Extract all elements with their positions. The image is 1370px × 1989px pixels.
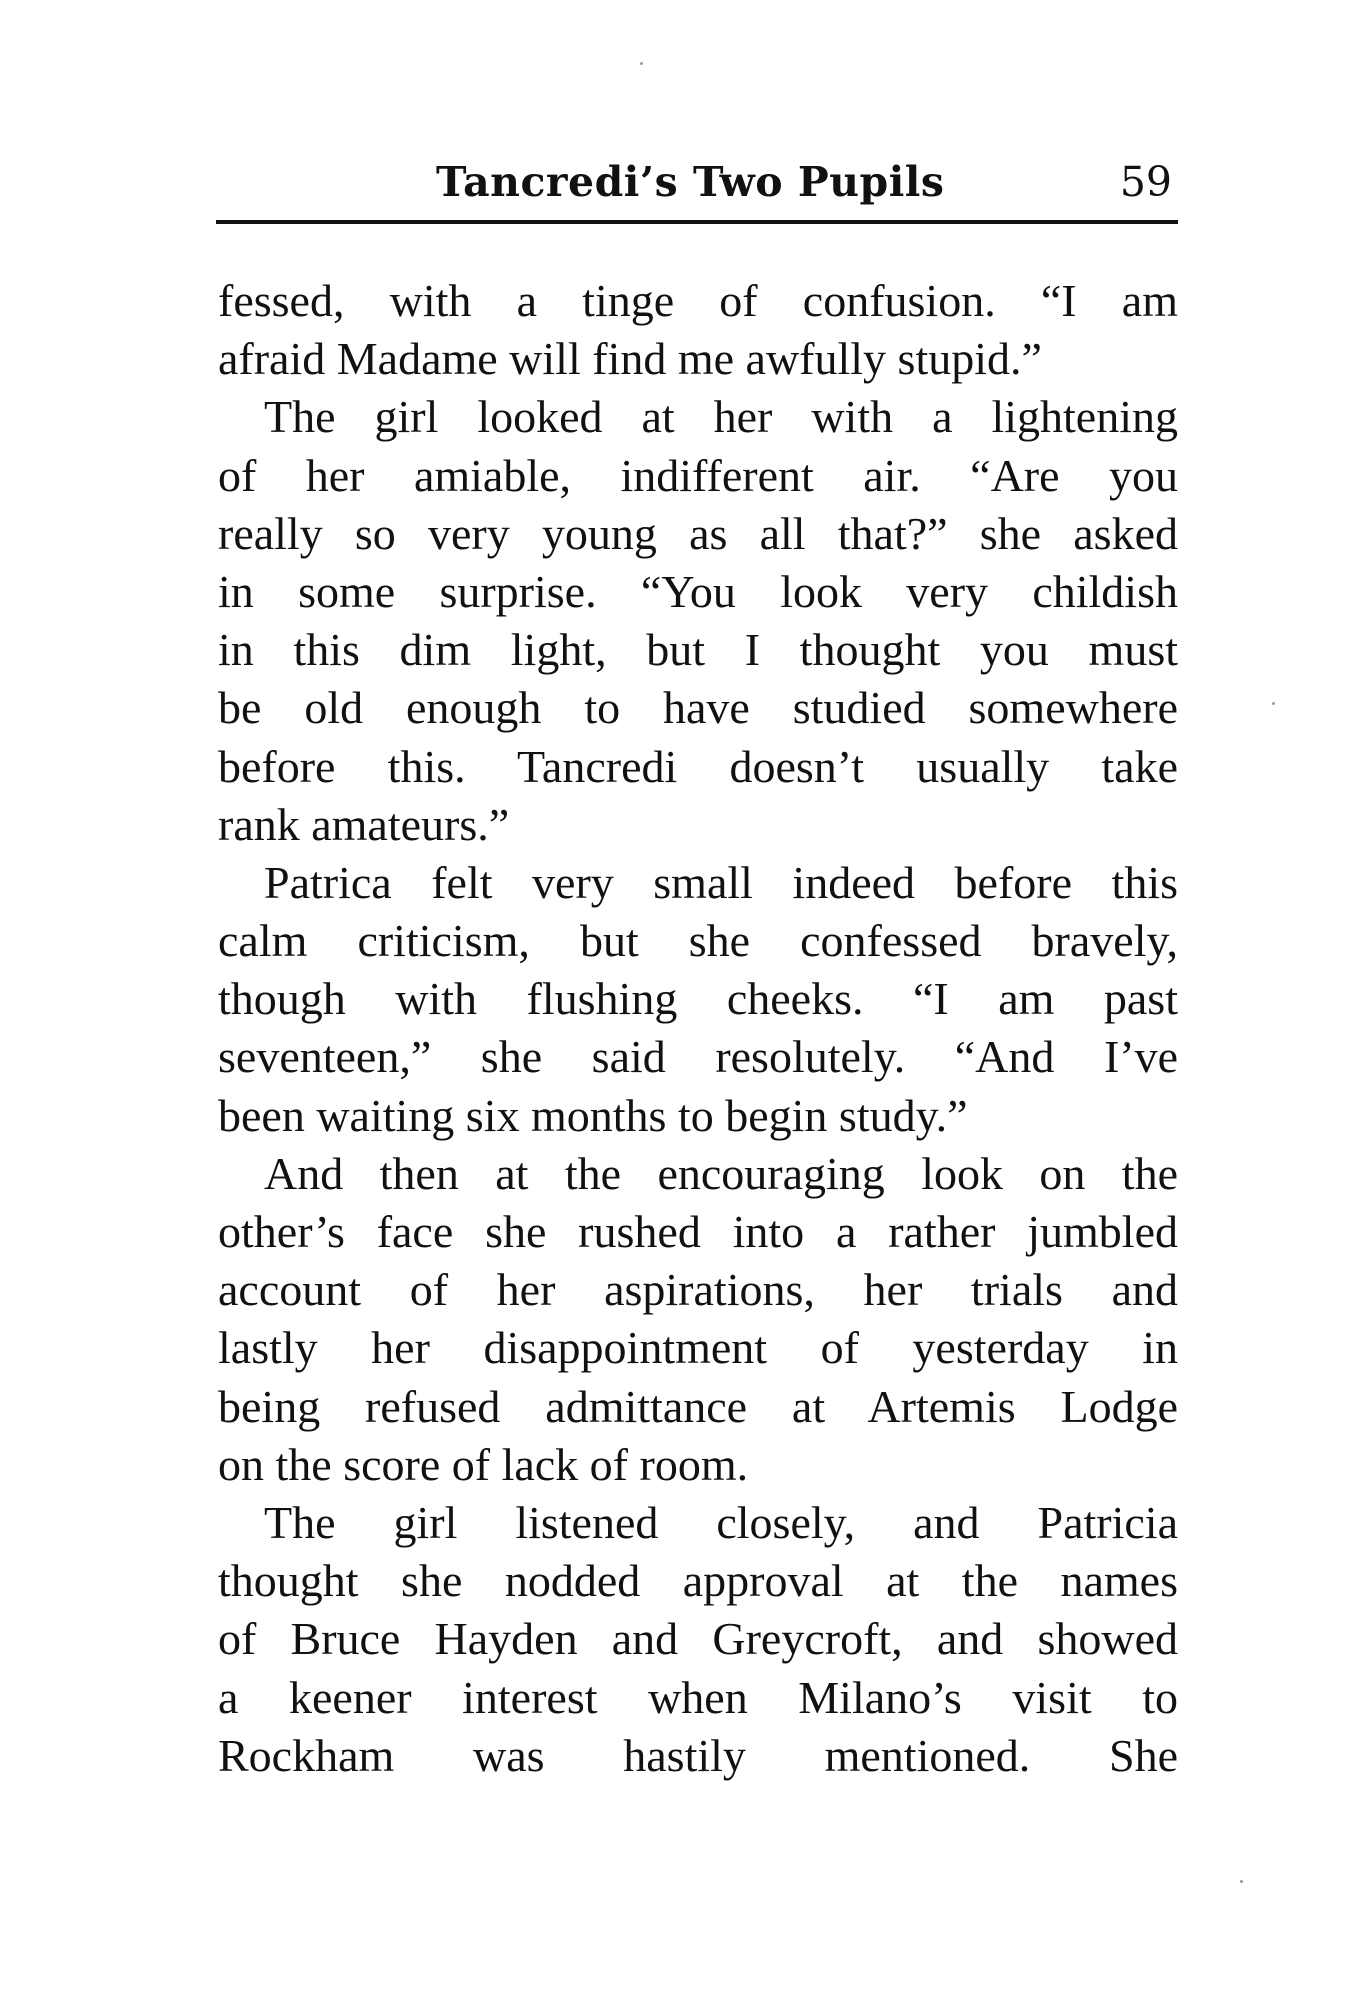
text-line: been waiting six months to begin study.” [218, 1089, 968, 1141]
print-speck [1272, 702, 1275, 705]
text-line: a keener interest when Milano’s visit to [218, 1671, 1178, 1723]
text-line: Rockham was hastily mentioned. She [218, 1729, 1178, 1781]
text-line: be old enough to have studied somewhere [218, 682, 1178, 734]
text-line: being refused admittance at Artemis Lodge [218, 1380, 1178, 1432]
text-line: thought she nodded approval at the names [218, 1555, 1178, 1607]
text-line: calm criticism, but she confessed bravely, [218, 915, 1178, 967]
text-line: on the score of lack of room. [218, 1438, 749, 1490]
text-line: other’s face she rushed into a rather jumbled [218, 1206, 1178, 1257]
text-line: in this dim light, but I thought you must [218, 624, 1178, 676]
text-line: of Bruce Hayden and Greycroft, and showed [218, 1613, 1178, 1665]
text-line: afraid Madame will find me awfully stupid.” [218, 333, 1042, 385]
text-line: in some surprise. “You look very childish [218, 565, 1178, 617]
text-line: fessed, with a tinge of confusion. “I am [218, 275, 1178, 326]
text-line: before this. Tancredi doesn’t usually take [218, 740, 1178, 792]
print-speck [640, 62, 643, 65]
text-line: The girl listened closely, and Patricia [264, 1496, 1178, 1548]
page-header [216, 150, 1176, 220]
text-line: And then at the encouraging look on the [264, 1147, 1178, 1199]
text-line: seventeen,” she said resolutely. “And I’ve [218, 1031, 1178, 1083]
running-title: Tancredi’s Two Pupils [436, 158, 945, 206]
text-line: Patrica felt very small indeed before this [264, 856, 1178, 908]
text-line: account of her aspirations, her trials and [218, 1264, 1178, 1316]
body-text [218, 272, 1178, 1785]
text-line: The girl looked at her with a lightening [264, 391, 1178, 443]
text-line: lastly her disappointment of yesterday in [218, 1322, 1178, 1374]
text-line: though with flushing cheeks. “I am past [218, 973, 1178, 1025]
header-rule [216, 220, 1178, 224]
text-line: of her amiable, indifferent air. “Are you [218, 449, 1178, 501]
text-line: rank amateurs.” [218, 798, 510, 850]
text-line: really so very young as all that?” she asked [218, 507, 1178, 559]
print-speck [1240, 1880, 1243, 1883]
page-number: 59 [1119, 158, 1172, 206]
